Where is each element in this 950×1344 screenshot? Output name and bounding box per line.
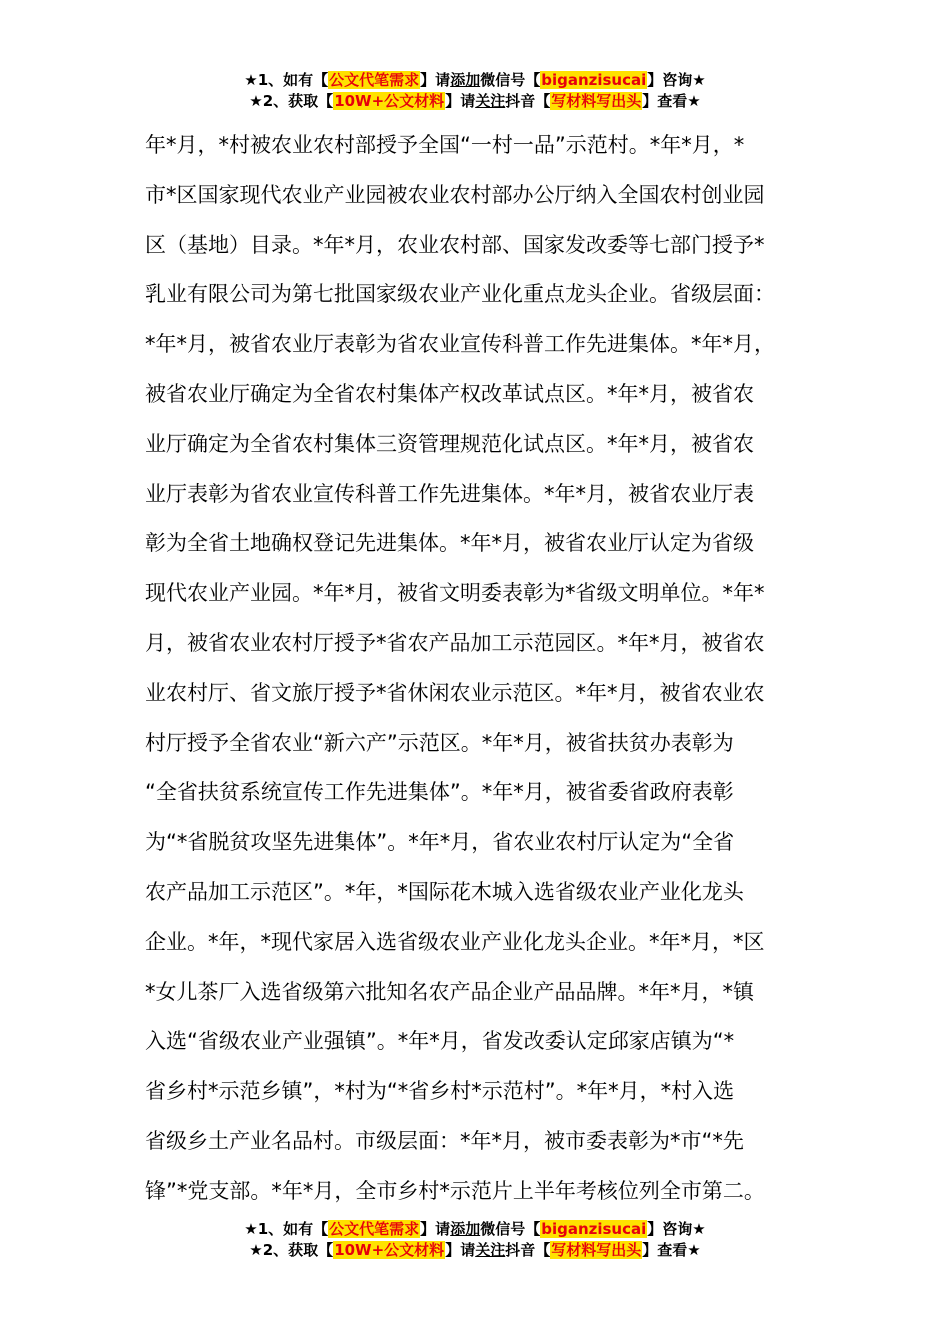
body-line: *年*月，被省农业厅表彰为省农业宣传科普工作先进集体。*年*月，	[145, 332, 775, 357]
body-line: 省乡村*示范乡镇”，*村为“*省乡村*示范村”。*年*月，*村入选	[145, 1079, 735, 1104]
footer-line-1-mid: 】请	[420, 1220, 451, 1238]
header-line-1-suffix: 】咨询★	[647, 71, 706, 89]
footer-line-1-prefix: ★1、如有【	[244, 1220, 329, 1238]
body-line: 年*月，*村被农业农村部授予全国“一村一品”示范村。*年*月，*	[145, 133, 745, 157]
body-line: 市*区国家现代农业产业园被农业农村部办公厅纳入全国农村创业园	[145, 182, 765, 207]
footer-banner	[0, 1219, 950, 1261]
body-line: 月，被省农业农村厅授予*省农产品加工示范园区。*年*月，被省农	[145, 630, 765, 655]
footer-line-1-suffix: 】咨询★	[647, 1220, 706, 1238]
body-line: 业厅表彰为省农业宣传科普工作先进集体。*年*月，被省农业厅表	[145, 481, 754, 506]
body-line: 彰为全省土地确权登记先进集体。*年*月，被省农业厅认定为省级	[145, 531, 754, 556]
body-line: 业农村厅、省文旅厅授予*省休闲农业示范区。*年*月，被省农业农	[145, 680, 765, 705]
wechat-id-highlight: biganzisucai	[541, 1220, 647, 1238]
header-line-1-wechat-label: 微信号【	[480, 71, 541, 89]
header-line-2-prefix: ★2、获取【	[249, 92, 334, 110]
footer-line-1	[0, 1219, 950, 1240]
body-line: 锋”*党支部。*年*月，全市乡村*示范片上半年考核位列全市第二。	[145, 1178, 765, 1203]
follow-emphasis: 关注	[475, 92, 506, 110]
douyin-account-highlight: 写材料写出头	[551, 92, 642, 110]
body-line: 乳业有限公司为第七批国家级农业产业化重点龙头企业。省级层面：	[145, 282, 775, 307]
body-line: 农产品加工示范区”。*年，*国际花木城入选省级农业产业化龙头	[145, 879, 744, 904]
douyin-account-highlight: 写材料写出头	[551, 1241, 642, 1259]
body-line: 为“*省脱贫攻坚先进集体”。*年*月，省农业农村厅认定为“全省	[145, 830, 735, 855]
header-line-2-mid: 】请	[445, 92, 476, 110]
header-banner	[0, 70, 950, 112]
body-line: 入选“省级农业产业强镇”。*年*月，省发改委认定邱家店镇为“*	[145, 1029, 735, 1054]
body-line: 现代农业产业园。*年*月，被省文明委表彰为*省级文明单位。*年*	[145, 581, 765, 606]
wechat-id-highlight: biganzisucai	[541, 71, 647, 89]
body-line: “全省扶贫系统宣传工作先进集体”。*年*月，被省委省政府表彰	[145, 780, 734, 805]
add-emphasis: 添加	[450, 71, 481, 89]
header-line-1-prefix: ★1、如有【	[244, 71, 329, 89]
header-line-1-mid: 】请	[420, 71, 451, 89]
body-line: 村厅授予全省农业“新六产”示范区。*年*月，被省扶贫办表彰为	[145, 730, 734, 755]
footer-line-1-wechat-label: 微信号【	[480, 1220, 541, 1238]
footer-line-2-suffix: 】查看★	[642, 1241, 701, 1259]
header-line-2	[0, 91, 950, 112]
footer-line-2-prefix: ★2、获取【	[249, 1241, 334, 1259]
header-line-2-suffix: 】查看★	[642, 92, 701, 110]
body-line: 区（基地）目录。*年*月，农业农村部、国家发改委等七部门授予*	[145, 232, 765, 257]
body-line: 被省农业厅确定为全省农村集体产权改革试点区。*年*月，被省农	[145, 381, 754, 406]
service-highlight: 公文代笔需求	[329, 71, 420, 89]
add-emphasis: 添加	[450, 1220, 481, 1238]
body-line: 省级乡土产业名品村。市级层面：*年*月，被市委表彰为*市“*先	[145, 1128, 744, 1153]
footer-line-2-douyin-label: 抖音【	[505, 1241, 551, 1259]
follow-emphasis: 关注	[475, 1241, 506, 1259]
footer-line-2-mid: 】请	[445, 1241, 476, 1259]
header-line-1	[0, 70, 950, 91]
materials-highlight: 10W+公文材料	[334, 92, 445, 110]
body-line: *女儿茶厂入选省级第六批知名农产品企业产品品牌。*年*月，*镇	[145, 979, 754, 1004]
footer-line-2	[0, 1240, 950, 1261]
materials-highlight: 10W+公文材料	[334, 1241, 445, 1259]
body-line: 企业。*年，*现代家居入选省级农业产业化龙头企业。*年*月，*区	[145, 929, 765, 954]
header-line-2-douyin-label: 抖音【	[505, 92, 551, 110]
service-highlight: 公文代笔需求	[329, 1220, 420, 1238]
body-line: 业厅确定为全省农村集体三资管理规范化试点区。*年*月，被省农	[145, 431, 754, 456]
document-body	[145, 121, 835, 1217]
